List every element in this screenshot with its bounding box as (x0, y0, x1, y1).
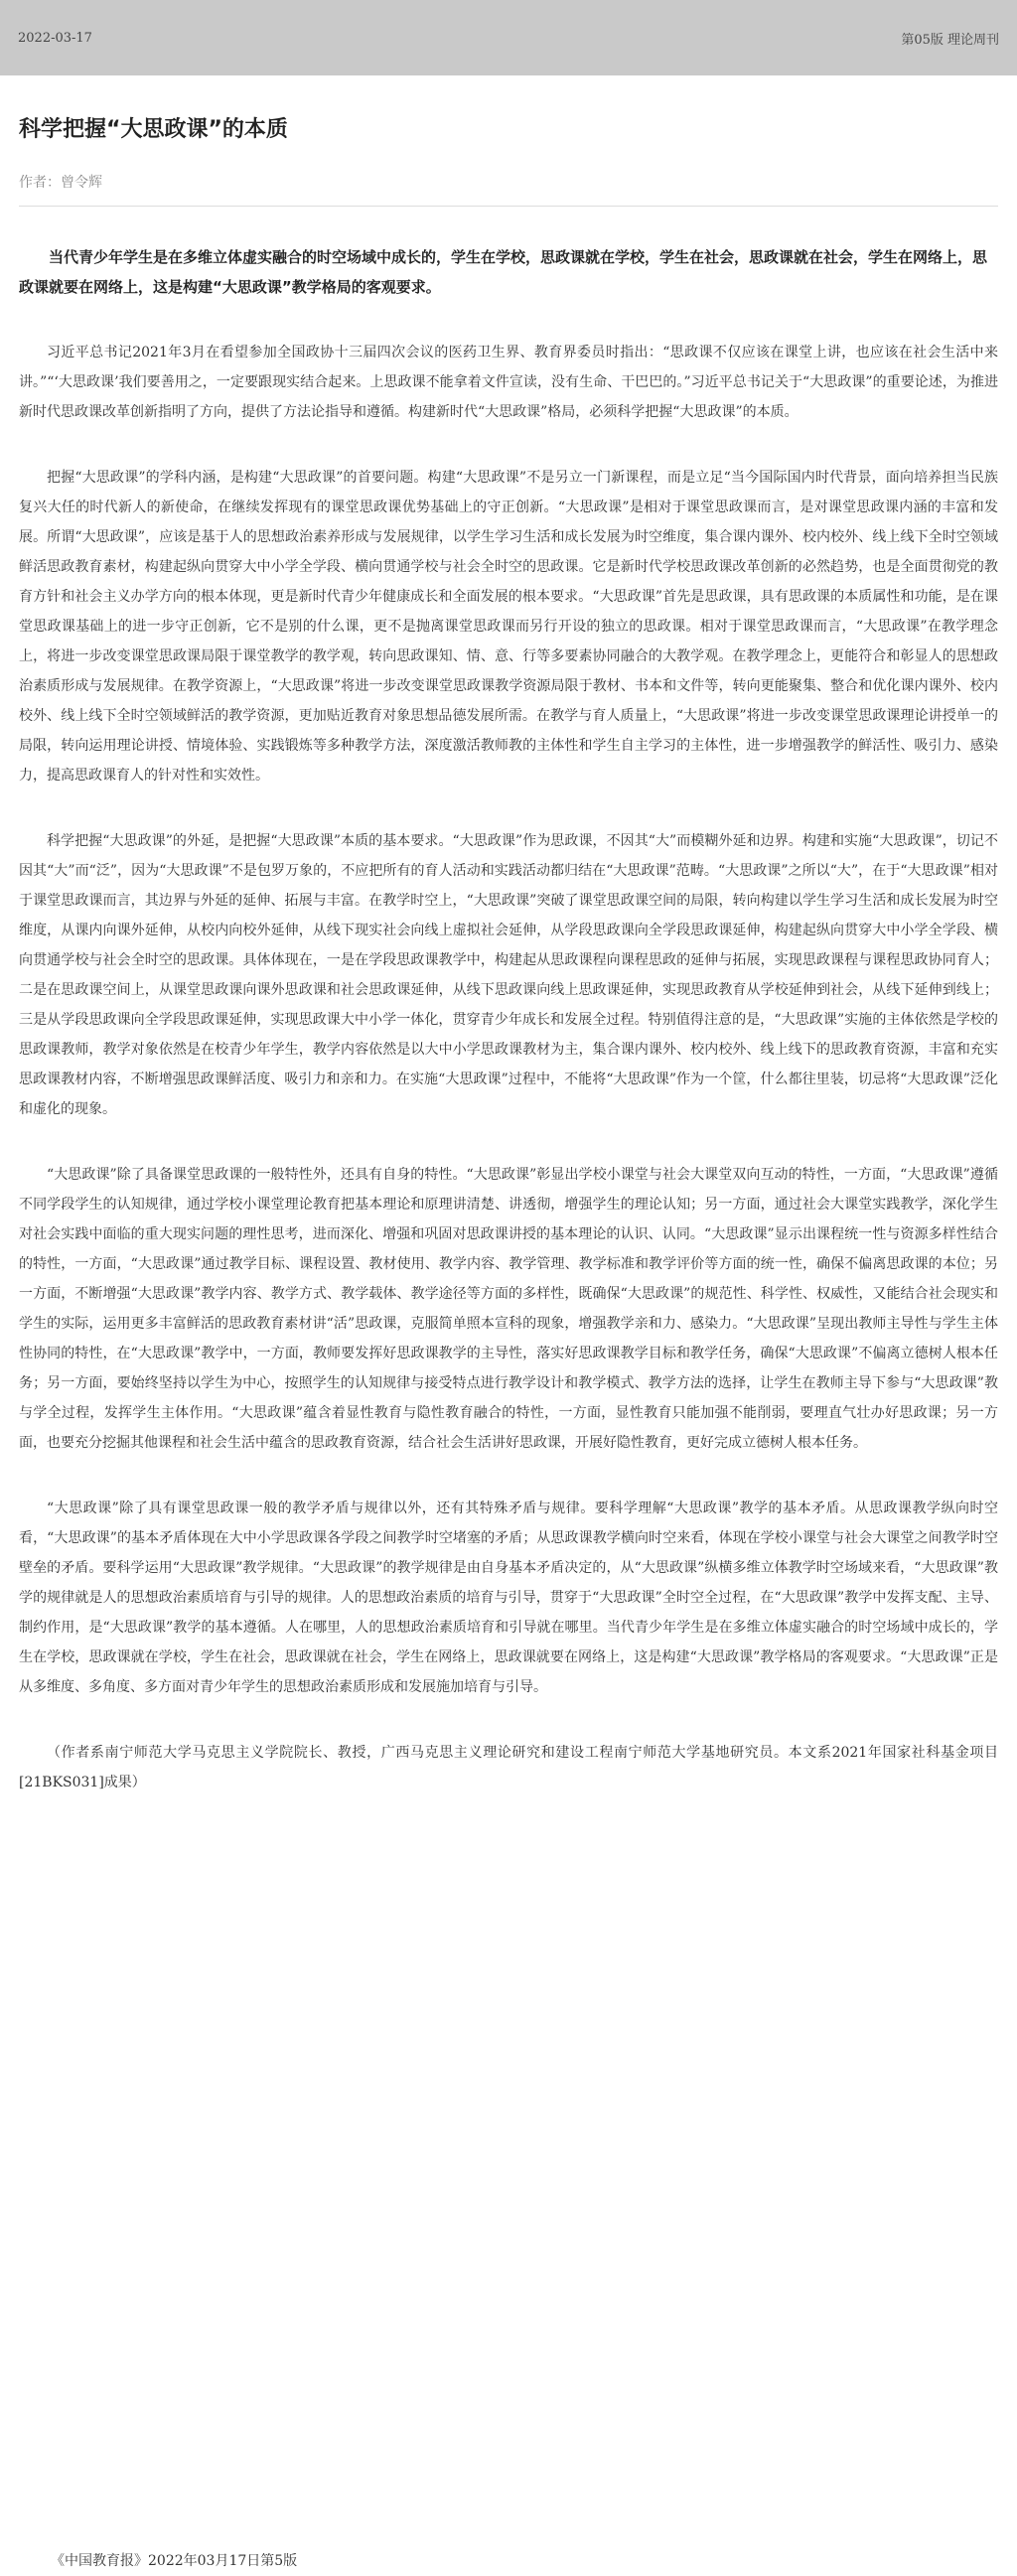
source-line: 《中国教育报》2022年03月17日第5版 (51, 2553, 298, 2569)
article-title: 科学把握“大思政课”的本质 (19, 117, 288, 142)
paragraph-1: 习近平总书记2021年3月在看望参加全国政协十三届四次会议的医药卫生界、教育界委员时指出：“思政课不仅应该在课堂上讲，也应该在社会生活中来讲。”“‘大思政课’我们要善用之，一定要跟现实结合起来。上思政课不能拿着文件宣读，没有生命、干巴巴的。”习近平总书记关于“大思政课”的重要论述，为推进新时代思政课改革创新指明了方向，提供了方法论指导和遵循。构建新时代“大思政课”格局，必须科学把握“大思政课”的本质。 (19, 344, 998, 420)
author-note: （作者系南宁师范大学马克思主义学院院长、教授，广西马克思主义理论研究和建设工程南宁师范大学基地研究员。本文系2021年国家社科基金项目[21BKS031]成果） (19, 1744, 998, 1790)
issue-date: 2022-03-17 (18, 30, 92, 46)
edition-label: 第05版 理论周刊 (901, 32, 999, 48)
top-bar (0, 0, 1017, 75)
lead-paragraph: 当代青少年学生是在多维立体虚实融合的时空场域中成长的，学生在学校，思政课就在学校，学生在社会，思政课就在社会，学生在网络上，思政课就要在网络上，这是构建“大思政课”教学格局的客观要求。 (19, 247, 988, 296)
paragraph-5: “大思政课”除了具有课堂思政课一般的教学矛盾与规律以外，还有其特殊矛盾与规律。要科学理解“大思政课”教学的基本矛盾。从思政课教学纵向时空看，“大思政课”的基本矛盾体现在大中小学思政课各学段之间教学时空堵塞的矛盾；从思政课教学横向时空来看，体现在学校小课堂与社会大课堂之间教学时空壁垒的矛盾。要科学运用“大思政课”教学规律。“大思政课”的教学规律是由自身基本矛盾决定的，从“大思政课”纵横多维立体教学时空场域来看，“大思政课”教学的规律就是人的思想政治素质培育与引导的规律。人的思想政治素质的培育与引导，贯穿于“大思政课”全时空全过程，在“大思政课”教学中发挥支配、主导、制约作用，是“大思政课”教学的基本遵循。人在哪里，人的思想政治素质培育和引导就在哪里。当代青少年学生是在多维立体虚实融合的时空场域中成长的，学生在学校，思政课就在学校，学生在社会，思政课就在社会，学生在网络上，思政课就要在网络上，这是构建“大思政课”教学格局的客观要求。“大思政课”正是从多维度、多角度、多方面对青少年学生的思想政治素质形成和发展施加培育与引导。 (19, 1500, 998, 1695)
paragraph-4: “大思政课”除了具备课堂思政课的一般特性外，还具有自身的特性。“大思政课”彰显出学校小课堂与社会大课堂双向互动的特性，一方面，“大思政课”遵循不同学段学生的认知规律，通过学校小课堂理论教育把基本理论和原理讲清楚、讲透彻，增强学生的理论认知；另一方面，通过社会大课堂实践教学，深化学生对社会实践中面临的重大现实问题的理性思考，进而深化、增强和巩固对思政课讲授的基本理论的认识、认同。“大思政课”显示出课程统一性与资源多样性结合的特性，一方面，“大思政课”通过教学目标、课程设置、教材使用、教学内容、教学管理、教学标准和教学评价等方面的统一性，确保不偏离思政课的本位；另一方面，不断增强“大思政课”教学内容、教学方式、教学载体、教学途径等方面的多样性，既确保“大思政课”的规范性、科学性、权威性，又能结合社会现实和学生的实际，运用更多丰富鲜活的思政教育素材讲“活”思政课，克服简单照本宣科的现象，增强教学亲和力、感染力。“大思政课”呈现出教师主导性与学生主体性协同的特性，在“大思政课”教学中，一方面，教师要发挥好思政课教学的主导性，落实好思政课教学目标和教学任务，确保“大思政课”不偏离立德树人根本任务；另一方面，要始终坚持以学生为中心，按照学生的认知规律与接受特点进行教学设计和教学模式、教学方法的选择，让学生在教师主导下参与“大思政课”教与学全过程，发挥学生主体作用。“大思政课”蕴含着显性教育与隐性教育融合的特性，一方面，显性教育只能加强不能削弱，要理直气壮办好思政课；另一方面，也要充分挖掘其他课程和社会生活中蕴含的思政教育资源，结合社会生活讲好思政课，开展好隐性教育，更好完成立德树人根本任务。 (19, 1166, 998, 1451)
article-body (0, 115, 1017, 1797)
paragraph-2: 把握“大思政课”的学科内涵，是构建“大思政课”的首要问题。构建“大思政课”不是另立一门新课程，而是立足“当今国际国内时代背景，面向培养担当民族复兴大任的时代新人的新使命，在继续发挥现有的课堂思政课优势基础上的守正创新。“大思政课”是相对于课堂思政课而言，是对课堂思政课内涵的丰富和发展。所谓“大思政课”，应该是基于人的思想政治素养形成与发展规律，以学生学习生活和成长发展为时空维度，集合课内课外、校内校外、线上线下全时空领域鲜活思政教育素材，构建起纵向贯穿大中小学全学段、横向贯通学校与社会全时空的思政课。它是新时代学校思政课改革创新的必然趋势，也是全面贯彻党的教育方针和社会主义办学方向的根本体现，更是新时代青少年健康成长和全面发展的根本要求。“大思政课”首先是思政课，具有思政课的本质属性和功能，是在课堂思政课基础上的进一步守正创新，它不是别的什么课，更不是抛离课堂思政课而另行开设的独立的思政课。相对于课堂思政课而言，“大思政课”在教学理念上，将进一步改变课堂思政课局限于课堂教学的教学观，转向思政课知、情、意、行等多要素协同融合的大教学观。在教学理念上，更能符合和彰显人的思想政治素质形成与发展规律。在教学资源上，“大思政课”将进一步改变课堂思政课教学资源局限于教材、书本和文件等，转向更能聚集、整合和优化课内课外、校内校外、线上线下全时空领域鲜活的教学资源，更加贴近教育对象思想品德发展所需。在教学与育人质量上，“大思政课”将进一步改变课堂思政课理论讲授单一的局限，转向运用理论讲授、情境体验、实践锻炼等多种教学方法，深度激活教师教的主体性和学生自主学习的主体性，进一步增强教学的鲜活性、吸引力、感染力，提高思政课育人的针对性和实效性。 (19, 469, 998, 784)
author-line: 作者：曾令辉 (19, 172, 998, 207)
paragraph-3: 科学把握“大思政课”的外延，是把握“大思政课”本质的基本要求。“大思政课”作为思政课，不因其“大”而模糊外延和边界。构建和实施“大思政课”，切记不因其“大”而“泛”，因为“大思政课”不是包罗万象的，不应把所有的育人活动和实践活动都归结在“大思政课”范畴。“大思政课”之所以“大”，在于“大思政课”相对于课堂思政课而言，其边界与外延的延伸、拓展与丰富。在教学时空上，“大思政课”突破了课堂思政课空间的局限，转向构建以学生学习生活和成长发展为时空维度，从课内向课外延伸，从校内向校外延伸，从线下现实社会向线上虚拟社会延伸，从学段思政课向全学段思政课延伸，构建起纵向贯穿大中小学全学段、横向贯通学校与社会全时空的思政课。具体体现在，一是在学段思政课教学中，构建起从思政课程向课程思政的延伸与拓展，实现思政课程与课程思政协同育人；二是在思政课空间上，从课堂思政课向课外思政课和社会思政课延伸，从线下思政课向线上思政课延伸，实现思政教育从学校延伸到社会，从线下延伸到线上；三是从学段思政课向全学段思政课延伸，实现思政课大中小学一体化，贯穿青少年成长和发展全过程。特别值得注意的是，“大思政课”实施的主体依然是学校的思政课教师，教学对象依然是在校青少年学生，教学内容依然是以大中小学思政课教材为主，集合课内课外、校内校外、线上线下的思政教育资源，丰富和充实思政课教材内容，不断增强思政课鲜活度、吸引力和亲和力。在实施“大思政课”过程中，不能将“大思政课”作为一个筐，什么都往里装，切忌将“大思政课”泛化和虚化的现象。 (19, 832, 998, 1117)
